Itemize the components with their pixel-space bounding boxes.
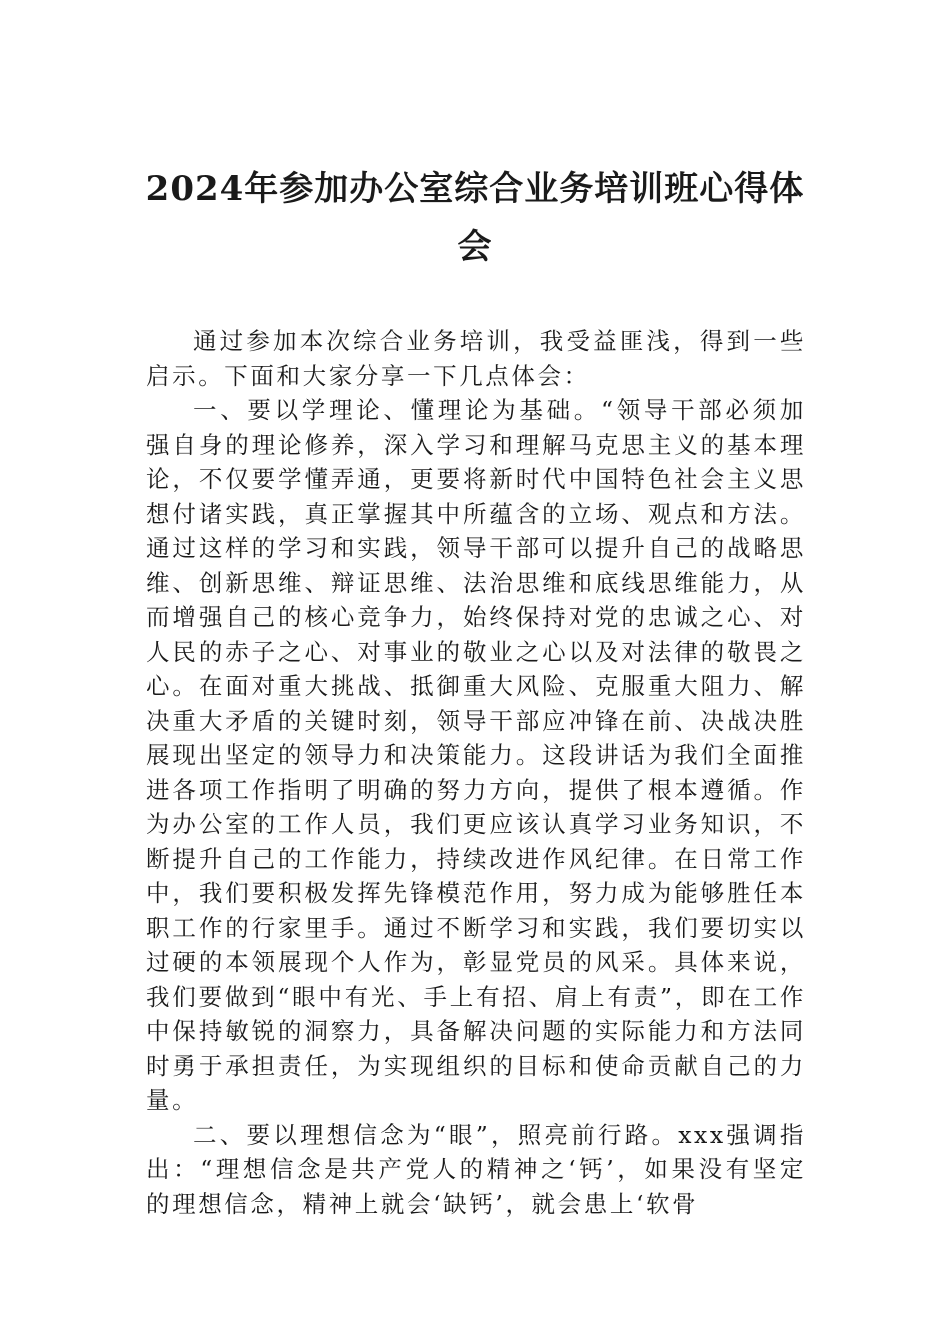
document-body bbox=[146, 324, 806, 1221]
paragraph-intro: 通过参加本次综合业务培训，我受益匪浅，得到一些启示。下面和大家分享一下几点体会： bbox=[146, 327, 806, 390]
paragraph-section-2: 二、要以理想信念为“眼”，照亮前行路。xxx强调指出：“理想信念是共产党人的精神之‘钙’，如果没有坚定的理想信念，精神上就会‘缺钙’，就会患上‘软骨 bbox=[146, 1120, 806, 1218]
paragraph-section-1: 一、要以学理论、懂理论为基础。“领导干部必须加强自身的理论修养，深入学习和理解马克思主义的基本理论，不仅要学懂弄通，更要将新时代中国特色社会主义思想付诸实践，真正掌握其中所蕴含的立场、观点和方法。通过这样的学习和实践，领导干部可以提升自己的战略思维、创新思维、辩证思维、法治思维和底线思维能力，从而增强自己的核心竞争力，始终保持对党的忠诚之心、对人民的赤子之心、对事业的敬业之心以及对法律的敬畏之心。在面对重大挑战、抵御重大风险、克服重大阻力、解决重大矛盾的关键时刻，领导干部应冲锋在前、决战决胜展现出坚定的领导力和决策能力。这段讲话为我们全面推进各项工作指明了明确的努力方向，提供了根本遵循。作为办公室的工作人员，我们更应该认真学习业务知识，不断提升自己的工作能力，持续改进作风纪律。在日常工作中，我们要积极发挥先锋模范作用，努力成为能够胜任本职工作的行家里手。通过不断学习和实践，我们要切实以过硬的本领展现个人作为，彰显党员的风采。具体来说，我们要做到“眼中有光、手上有招、肩上有责”，即在工作中保持敏锐的洞察力，具备解决问题的实际能力和方法同时勇于承担责任，为实现组织的目标和使命贡献自己的力量。 bbox=[146, 396, 806, 1114]
document-title: 2024年参加办公室综合业务培训班心得体会 bbox=[145, 169, 805, 267]
